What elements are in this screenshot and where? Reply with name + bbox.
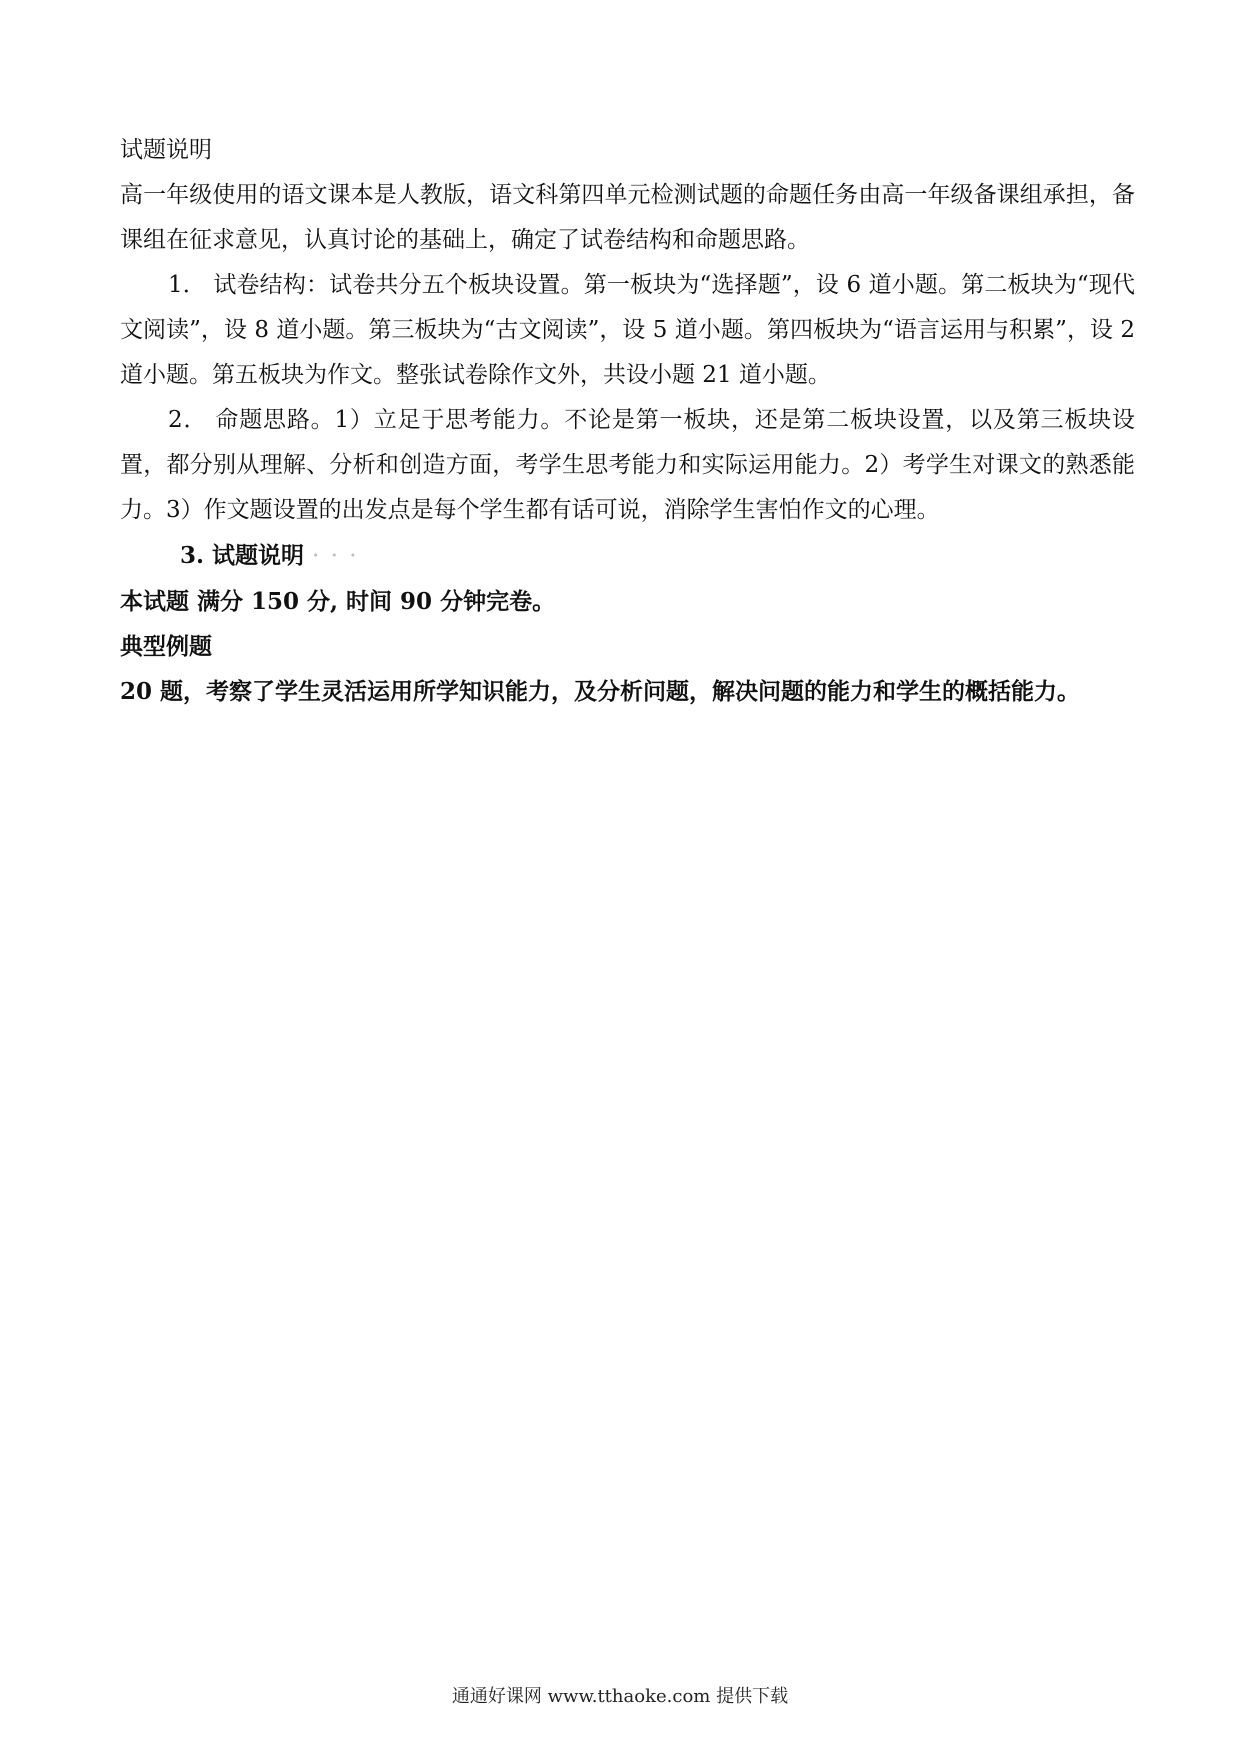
item-1-paragraph: 1． 试卷结构：试卷共分五个板块设置。第一板块为“选择题”，设 6 道小题。第二板块为“现代文阅读”，设 8 道小题。第三板块为“古文阅读”，设 5 道小题。第四板块为“语言运用与积累”，设 2 道小题。第五板块为作文。整张试卷除作文外，共设小题 21 道小题。: [120, 272, 1135, 388]
intro-paragraph: 高一年级使用的语文课本是人教版，语文科第四单元检测试题的命题任务由高一年级备课组承担，备课组在征求意见，认真讨论的基础上，确定了试卷结构和命题思路。: [120, 182, 1135, 253]
item-3-label: 3. 试题说明: [180, 542, 305, 569]
page-footer: 通通好课网 www.tthaoke.com 提供下载: [451, 1686, 789, 1707]
doc-title: 试题说明: [120, 137, 212, 163]
item-3-trailing-marks: · · ·: [312, 543, 359, 569]
example-heading: 典型例题: [120, 633, 212, 660]
score-line: 本试题 满分 150 分, 时间 90 分钟完卷。: [120, 588, 556, 615]
example-text: 20 题，考察了学生灵活运用所学知识能力，及分析问题，解决问题的能力和学生的概括能力。: [120, 678, 1081, 705]
item-2-paragraph: 2． 命题思路。1）立足于思考能力。不论是第一板块，还是第二板块设置，以及第三板块设置，都分别从理解、分析和创造方面，考学生思考能力和实际运用能力。2）考学生对课文的熟悉能力。3）作文题设置的出发点是每个学生都有话可说，消除学生害怕作文的心理。: [120, 407, 1135, 523]
document-body: [120, 128, 1135, 714]
item-3-heading: [180, 533, 1135, 579]
